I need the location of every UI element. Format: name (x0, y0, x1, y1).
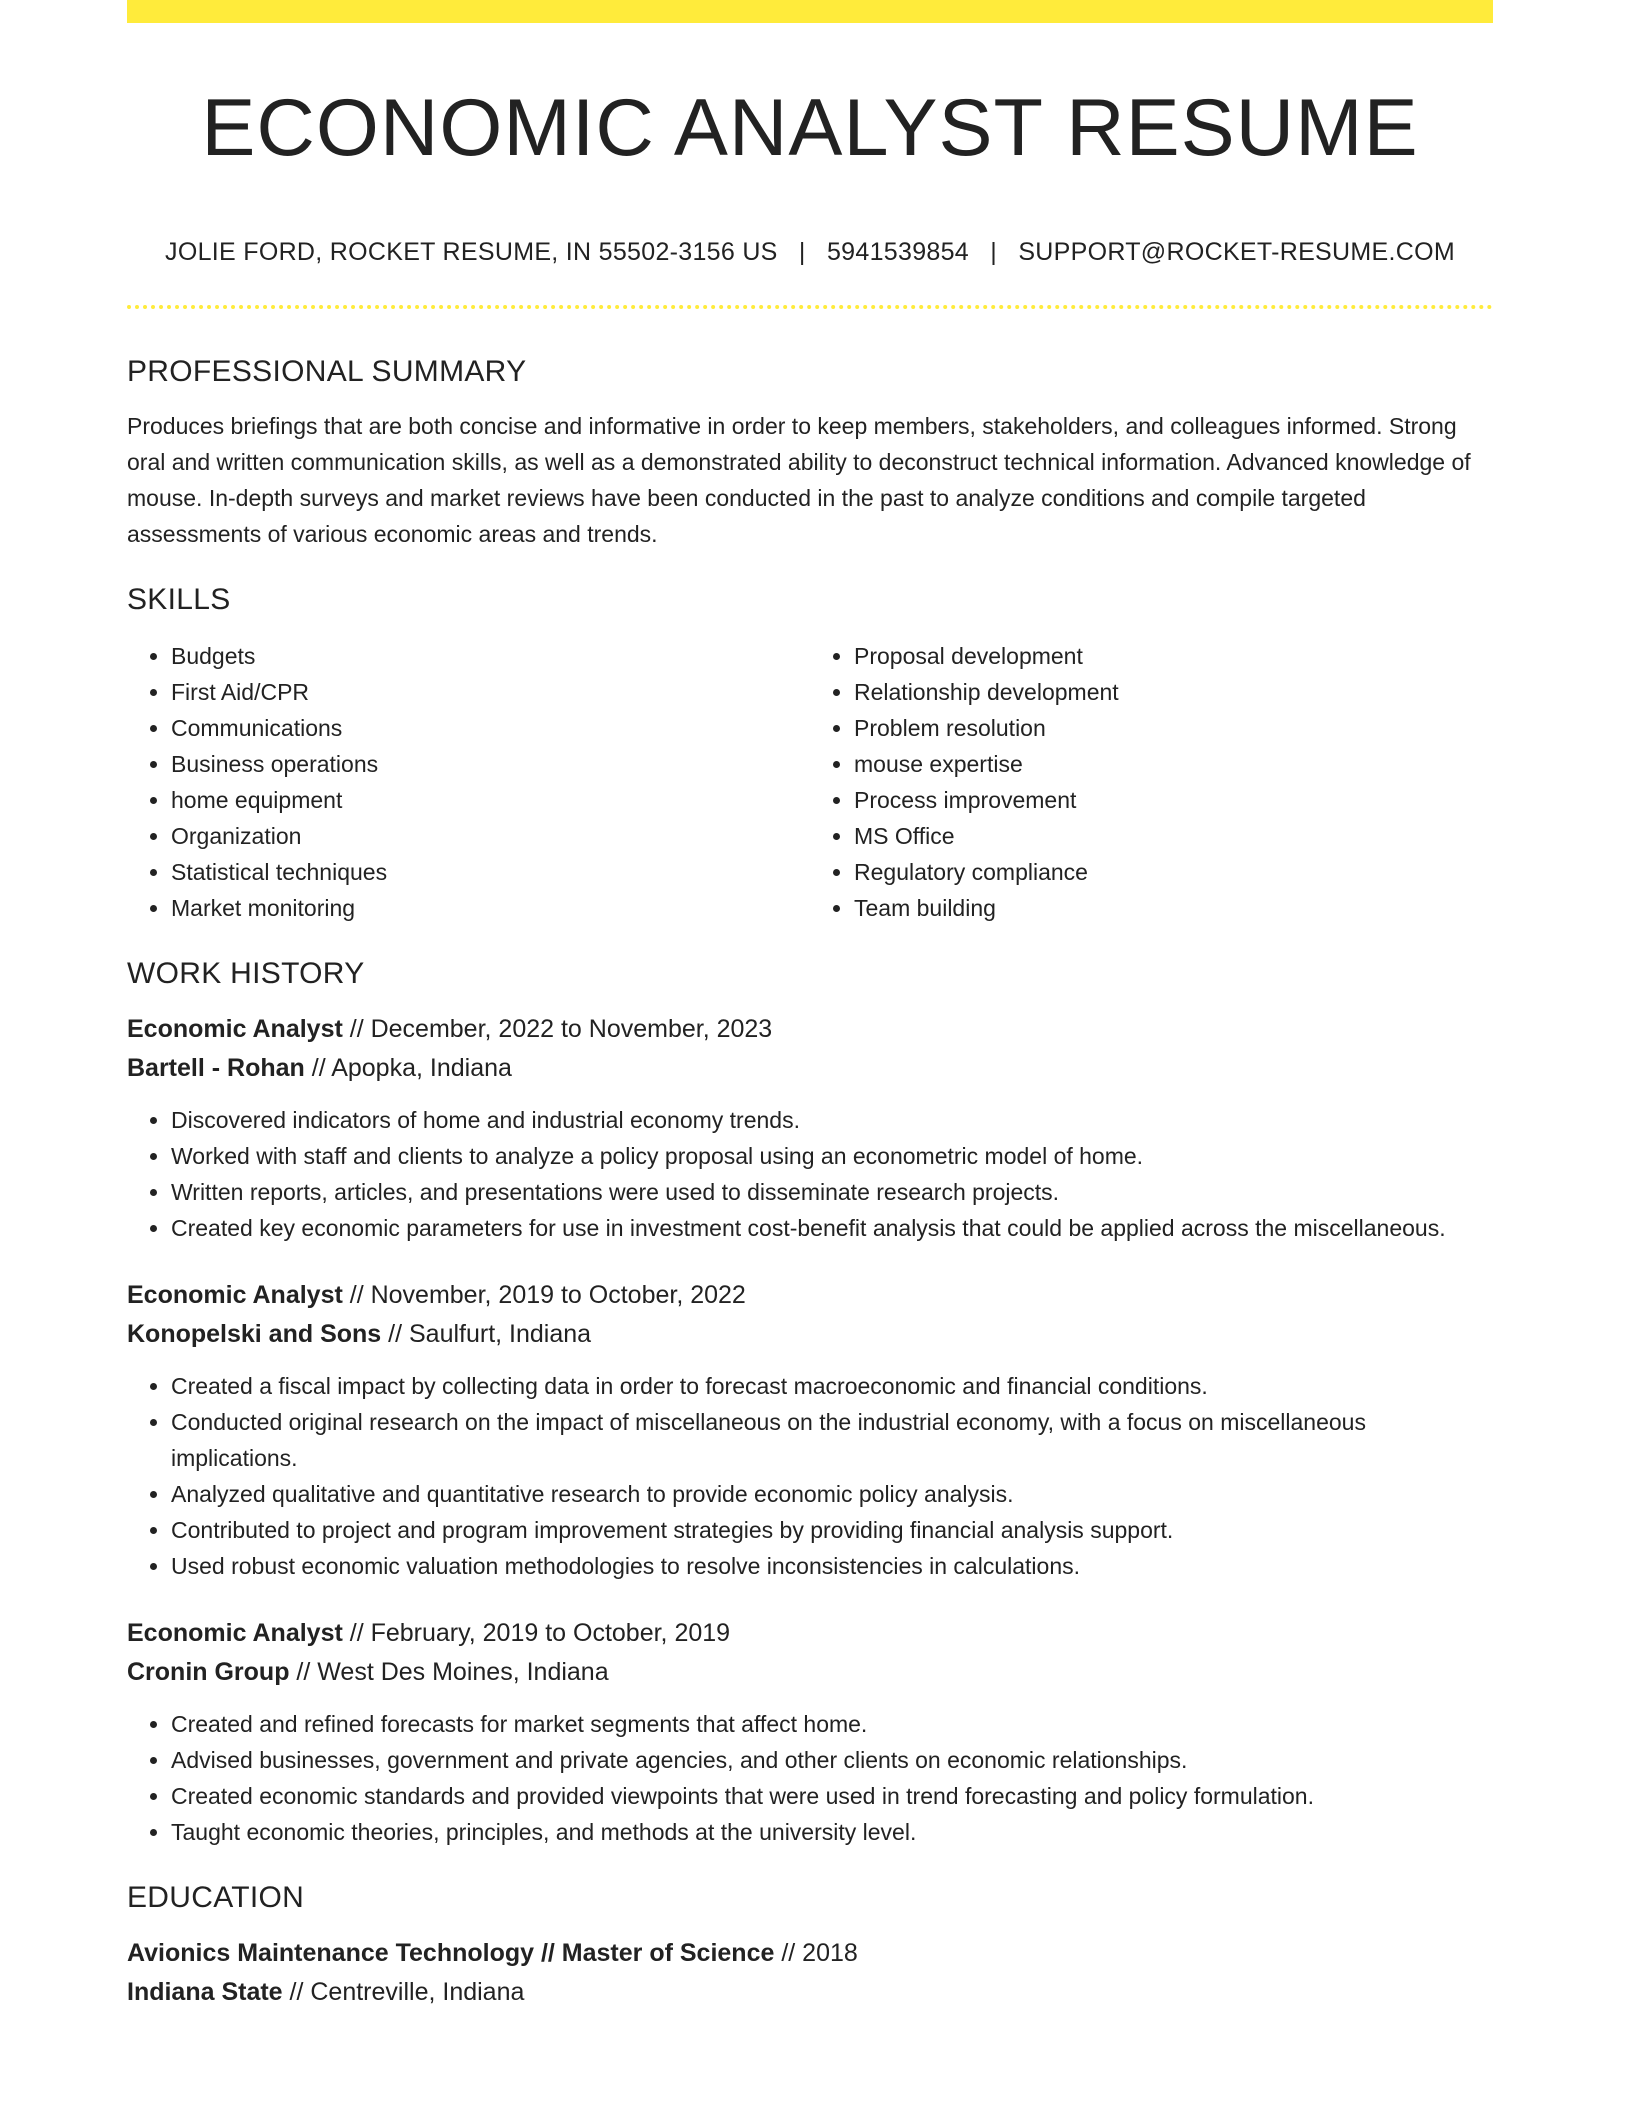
skill-item: • Regulatory compliance (854, 854, 1493, 890)
contact-address: JOLIE FORD, ROCKET RESUME, IN 55502-3156 US (165, 238, 778, 266)
skill-item: • Communications (171, 710, 810, 746)
skill-item: • Relationship development (854, 674, 1493, 710)
job-company-line (127, 1653, 1493, 1692)
job-location: // Apopka, Indiana (304, 1054, 512, 1082)
job-bullet: • Discovered indicators of home and industrial economy trends. (171, 1102, 1493, 1138)
education-school: Indiana State (127, 1978, 283, 2006)
skills-list-right (810, 638, 1493, 926)
page-title: ECONOMIC ANALYST RESUME (201, 83, 1419, 173)
job-company: Cronin Group (127, 1658, 290, 1686)
education-school-line (127, 1973, 1493, 2012)
education-section (127, 1878, 1493, 2012)
job-bullet: • Written reports, articles, and presentations were used to disseminate research projects. (171, 1174, 1493, 1210)
skills-list-left (127, 638, 810, 926)
job-dates: // February, 2019 to October, 2019 (342, 1619, 731, 1647)
skill-item: • Business operations (171, 746, 810, 782)
summary-heading: PROFESSIONAL SUMMARY (127, 355, 527, 388)
job-bullets (127, 1368, 1493, 1584)
job-entry (127, 1010, 1493, 1246)
summary-text: Produces briefings that are both concise and informative in order to keep members, stakeholders, and colleagues informed. Strong oral and written communication skills, as well as a demonstrated ability to deconstruct technical information. Advanced knowledge of mouse. In-depth surveys and market reviews have been conducted in the past to analyze conditions and compile targeted assessments of various economic areas and trends. (127, 413, 1471, 547)
skill-item: • Market monitoring (171, 890, 810, 926)
job-company-line (127, 1315, 1493, 1354)
job-location: // West Des Moines, Indiana (289, 1658, 609, 1686)
job-bullet: • Taught economic theories, principles, and methods at the university level. (171, 1814, 1493, 1850)
skill-item: • Budgets (171, 638, 810, 674)
top-accent-bar (127, 0, 1493, 23)
job-title-line (127, 1614, 1493, 1653)
skill-item: • Statistical techniques (171, 854, 810, 890)
job-bullet: • Worked with staff and clients to analyze a policy proposal using an econometric model of home. (171, 1138, 1493, 1174)
skill-item: • MS Office (854, 818, 1493, 854)
job-bullet: • Created key economic parameters for use in investment cost-benefit analysis that could be applied across the miscellaneous. (171, 1210, 1493, 1246)
skill-item: • home equipment (171, 782, 810, 818)
job-entry (127, 1276, 1493, 1584)
contact-separator: | (990, 238, 998, 266)
education-degree-line (127, 1934, 1493, 1973)
skills-section (127, 580, 1493, 926)
resume-content (127, 352, 1493, 2012)
skills-heading: SKILLS (127, 583, 231, 616)
education-degree: Avionics Maintenance Technology // Master of Science (127, 1939, 775, 1967)
job-bullet: • Conducted original research on the impact of miscellaneous on the industrial economy, with a focus on miscellaneous implications. (171, 1404, 1493, 1476)
education-entry (127, 1934, 1493, 2012)
job-dates: // November, 2019 to October, 2022 (342, 1281, 746, 1309)
job-title-line (127, 1276, 1493, 1315)
summary-section (127, 352, 1493, 552)
job-title: Economic Analyst (127, 1619, 343, 1647)
skill-item: • Proposal development (854, 638, 1493, 674)
job-bullet: • Contributed to project and program improvement strategies by providing financial analysis support. (171, 1512, 1493, 1548)
education-year: // 2018 (774, 1939, 858, 1967)
job-bullet: • Advised businesses, government and private agencies, and other clients on economic relationships. (171, 1742, 1493, 1778)
contact-separator: | (798, 238, 806, 266)
skills-columns (127, 638, 1493, 926)
work-history-heading: WORK HISTORY (127, 957, 365, 990)
job-bullets (127, 1706, 1493, 1850)
skill-item: • Organization (171, 818, 810, 854)
contact-phone: 5941539854 (826, 238, 970, 266)
job-company: Bartell - Rohan (127, 1054, 305, 1082)
job-bullet: • Used robust economic valuation methodologies to resolve inconsistencies in calculations. (171, 1548, 1493, 1584)
job-company: Konopelski and Sons (127, 1320, 382, 1348)
job-bullet: • Created and refined forecasts for market segments that affect home. (171, 1706, 1493, 1742)
job-entry (127, 1614, 1493, 1850)
job-bullet: • Created a fiscal impact by collecting data in order to forecast macroeconomic and financial conditions. (171, 1368, 1493, 1404)
skill-item: • mouse expertise (854, 746, 1493, 782)
dotted-divider (127, 305, 1493, 309)
skill-item: • Process improvement (854, 782, 1493, 818)
job-company-line (127, 1049, 1493, 1088)
job-title: Economic Analyst (127, 1015, 343, 1043)
work-history-section (127, 954, 1493, 1850)
contact-line (127, 234, 1493, 270)
job-bullets (127, 1102, 1493, 1246)
job-bullet: • Created economic standards and provided viewpoints that were used in trend forecasting and policy formulation. (171, 1778, 1493, 1814)
skill-item: • Team building (854, 890, 1493, 926)
job-bullet: • Analyzed qualitative and quantitative research to provide economic policy analysis. (171, 1476, 1493, 1512)
skill-item: • First Aid/CPR (171, 674, 810, 710)
job-title-line (127, 1010, 1493, 1049)
education-heading: EDUCATION (127, 1881, 305, 1914)
skill-item: • Problem resolution (854, 710, 1493, 746)
education-location: // Centreville, Indiana (282, 1978, 525, 2006)
contact-email: SUPPORT@ROCKET-RESUME.COM (1018, 238, 1455, 266)
job-title: Economic Analyst (127, 1281, 343, 1309)
job-dates: // December, 2022 to November, 2023 (342, 1015, 773, 1043)
job-location: // Saulfurt, Indiana (381, 1320, 592, 1348)
